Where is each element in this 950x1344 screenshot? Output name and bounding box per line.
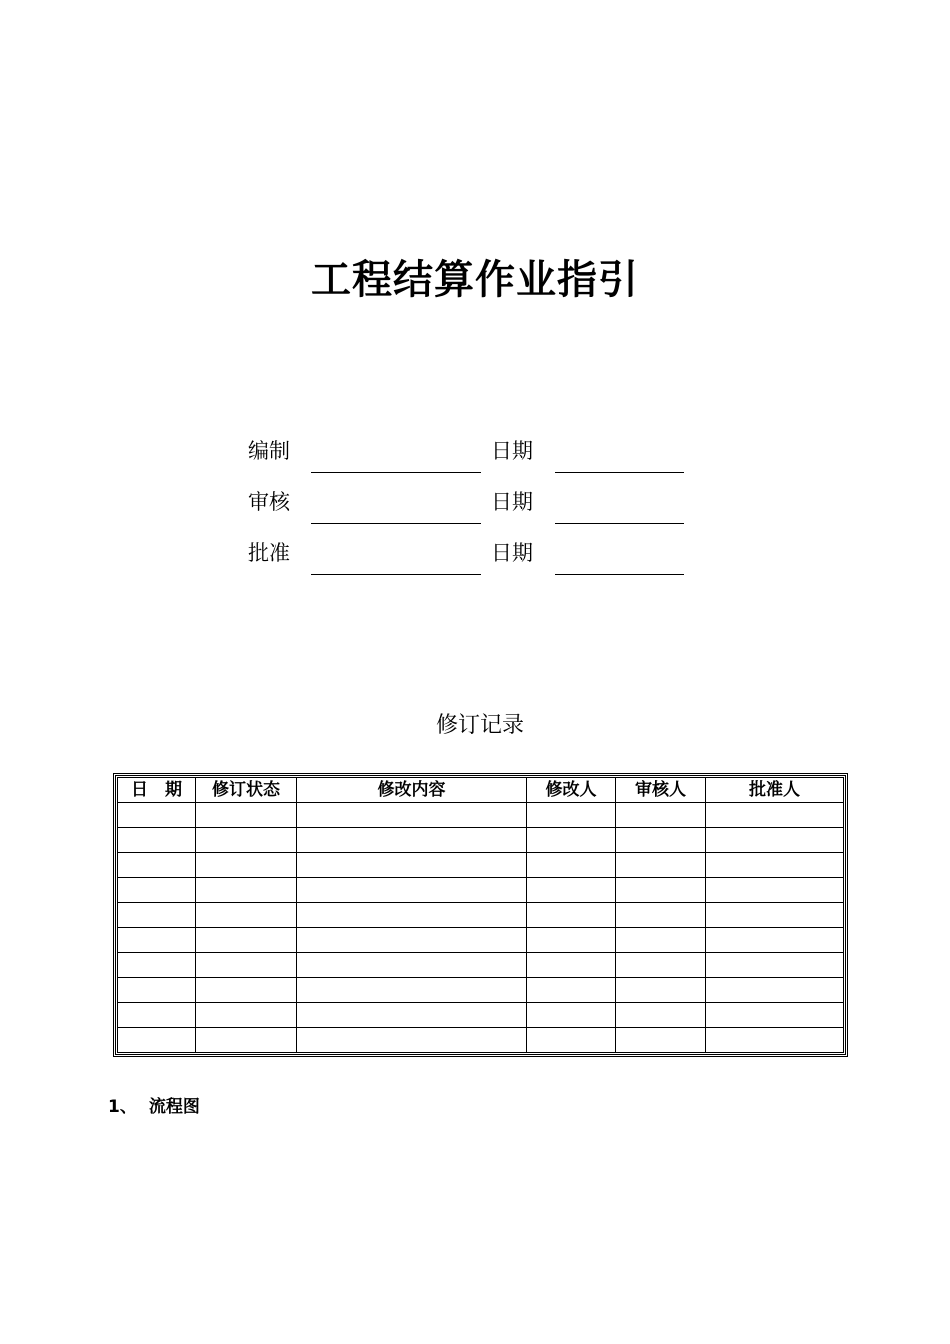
header-revision-status: 修订状态 bbox=[196, 778, 297, 803]
table-cell[interactable] bbox=[196, 803, 297, 828]
table-cell[interactable] bbox=[706, 903, 844, 928]
table-cell[interactable] bbox=[706, 853, 844, 878]
table-cell[interactable] bbox=[616, 878, 706, 903]
table-header-row bbox=[118, 778, 844, 803]
table-cell[interactable] bbox=[527, 828, 616, 853]
header-date: 日 期 bbox=[118, 778, 196, 803]
table-row bbox=[118, 828, 844, 853]
table-row bbox=[118, 1028, 844, 1053]
table-row bbox=[118, 1003, 844, 1028]
header-reviewer: 审核人 bbox=[616, 778, 706, 803]
table-cell[interactable] bbox=[616, 853, 706, 878]
signature-block bbox=[248, 432, 708, 585]
table-cell[interactable] bbox=[297, 1028, 527, 1053]
section-number: 1、 bbox=[108, 1097, 137, 1117]
table-cell[interactable] bbox=[706, 978, 844, 1003]
table-cell[interactable] bbox=[196, 978, 297, 1003]
table-cell[interactable] bbox=[616, 803, 706, 828]
table-cell[interactable] bbox=[196, 828, 297, 853]
table-cell[interactable] bbox=[118, 978, 196, 1003]
table-cell[interactable] bbox=[118, 953, 196, 978]
table-cell[interactable] bbox=[118, 853, 196, 878]
table-row bbox=[118, 853, 844, 878]
table-cell[interactable] bbox=[297, 928, 527, 953]
table-cell[interactable] bbox=[196, 928, 297, 953]
signature-label: 批准 bbox=[248, 541, 290, 565]
table-cell[interactable] bbox=[616, 953, 706, 978]
date-label: 日期 bbox=[491, 439, 533, 463]
date-line bbox=[555, 574, 684, 575]
table-cell[interactable] bbox=[297, 878, 527, 903]
signature-label: 编制 bbox=[248, 439, 290, 463]
table-cell[interactable] bbox=[527, 1003, 616, 1028]
table-cell[interactable] bbox=[616, 828, 706, 853]
table-row bbox=[118, 903, 844, 928]
table-cell[interactable] bbox=[527, 803, 616, 828]
date-label: 日期 bbox=[491, 490, 533, 514]
table-cell[interactable] bbox=[706, 1003, 844, 1028]
date-line bbox=[555, 472, 684, 473]
table-cell[interactable] bbox=[616, 1028, 706, 1053]
signature-line bbox=[311, 472, 481, 473]
table-cell[interactable] bbox=[706, 803, 844, 828]
table-cell[interactable] bbox=[196, 1003, 297, 1028]
table-cell[interactable] bbox=[616, 1003, 706, 1028]
table-cell[interactable] bbox=[527, 928, 616, 953]
table-cell[interactable] bbox=[297, 1003, 527, 1028]
revision-table bbox=[117, 777, 844, 1053]
signature-row-approve bbox=[248, 534, 708, 585]
signature-row-review bbox=[248, 483, 708, 534]
table-cell[interactable] bbox=[527, 978, 616, 1003]
table-cell[interactable] bbox=[196, 1028, 297, 1053]
table-cell[interactable] bbox=[118, 803, 196, 828]
signature-line bbox=[311, 574, 481, 575]
section-title: 流程图 bbox=[148, 1097, 200, 1117]
table-cell[interactable] bbox=[706, 1028, 844, 1053]
table-cell[interactable] bbox=[118, 928, 196, 953]
table-row bbox=[118, 878, 844, 903]
table-cell[interactable] bbox=[297, 853, 527, 878]
date-label: 日期 bbox=[491, 541, 533, 565]
header-approver: 批准人 bbox=[706, 778, 844, 803]
table-cell[interactable] bbox=[118, 1003, 196, 1028]
signature-line bbox=[311, 523, 481, 524]
table-row bbox=[118, 978, 844, 1003]
table-cell[interactable] bbox=[196, 853, 297, 878]
table-cell[interactable] bbox=[297, 803, 527, 828]
table-cell[interactable] bbox=[527, 878, 616, 903]
table-cell[interactable] bbox=[118, 1028, 196, 1053]
table-cell[interactable] bbox=[616, 978, 706, 1003]
date-line bbox=[555, 523, 684, 524]
header-modifier: 修改人 bbox=[527, 778, 616, 803]
header-revision-content: 修改内容 bbox=[297, 778, 527, 803]
revision-record-title: 修订记录 bbox=[435, 713, 524, 738]
section-heading bbox=[108, 1094, 200, 1120]
revision-table-frame bbox=[113, 773, 848, 1057]
revision-table-body bbox=[118, 803, 844, 1053]
table-cell[interactable] bbox=[527, 853, 616, 878]
table-row bbox=[118, 803, 844, 828]
table-cell[interactable] bbox=[196, 953, 297, 978]
table-cell[interactable] bbox=[616, 928, 706, 953]
table-cell[interactable] bbox=[527, 1028, 616, 1053]
table-cell[interactable] bbox=[118, 903, 196, 928]
table-cell[interactable] bbox=[297, 978, 527, 1003]
signature-row-compile bbox=[248, 432, 708, 483]
table-cell[interactable] bbox=[706, 953, 844, 978]
table-cell[interactable] bbox=[118, 878, 196, 903]
table-cell[interactable] bbox=[196, 903, 297, 928]
table-cell[interactable] bbox=[527, 903, 616, 928]
signature-label: 审核 bbox=[248, 490, 290, 514]
table-cell[interactable] bbox=[706, 878, 844, 903]
table-cell[interactable] bbox=[616, 903, 706, 928]
table-cell[interactable] bbox=[297, 828, 527, 853]
table-cell[interactable] bbox=[118, 828, 196, 853]
table-row bbox=[118, 953, 844, 978]
table-cell[interactable] bbox=[297, 953, 527, 978]
table-cell[interactable] bbox=[706, 928, 844, 953]
document-title: 工程结算作业指引 bbox=[311, 257, 639, 303]
table-cell[interactable] bbox=[196, 878, 297, 903]
table-row bbox=[118, 928, 844, 953]
table-cell[interactable] bbox=[706, 828, 844, 853]
table-cell[interactable] bbox=[297, 903, 527, 928]
table-cell[interactable] bbox=[527, 953, 616, 978]
